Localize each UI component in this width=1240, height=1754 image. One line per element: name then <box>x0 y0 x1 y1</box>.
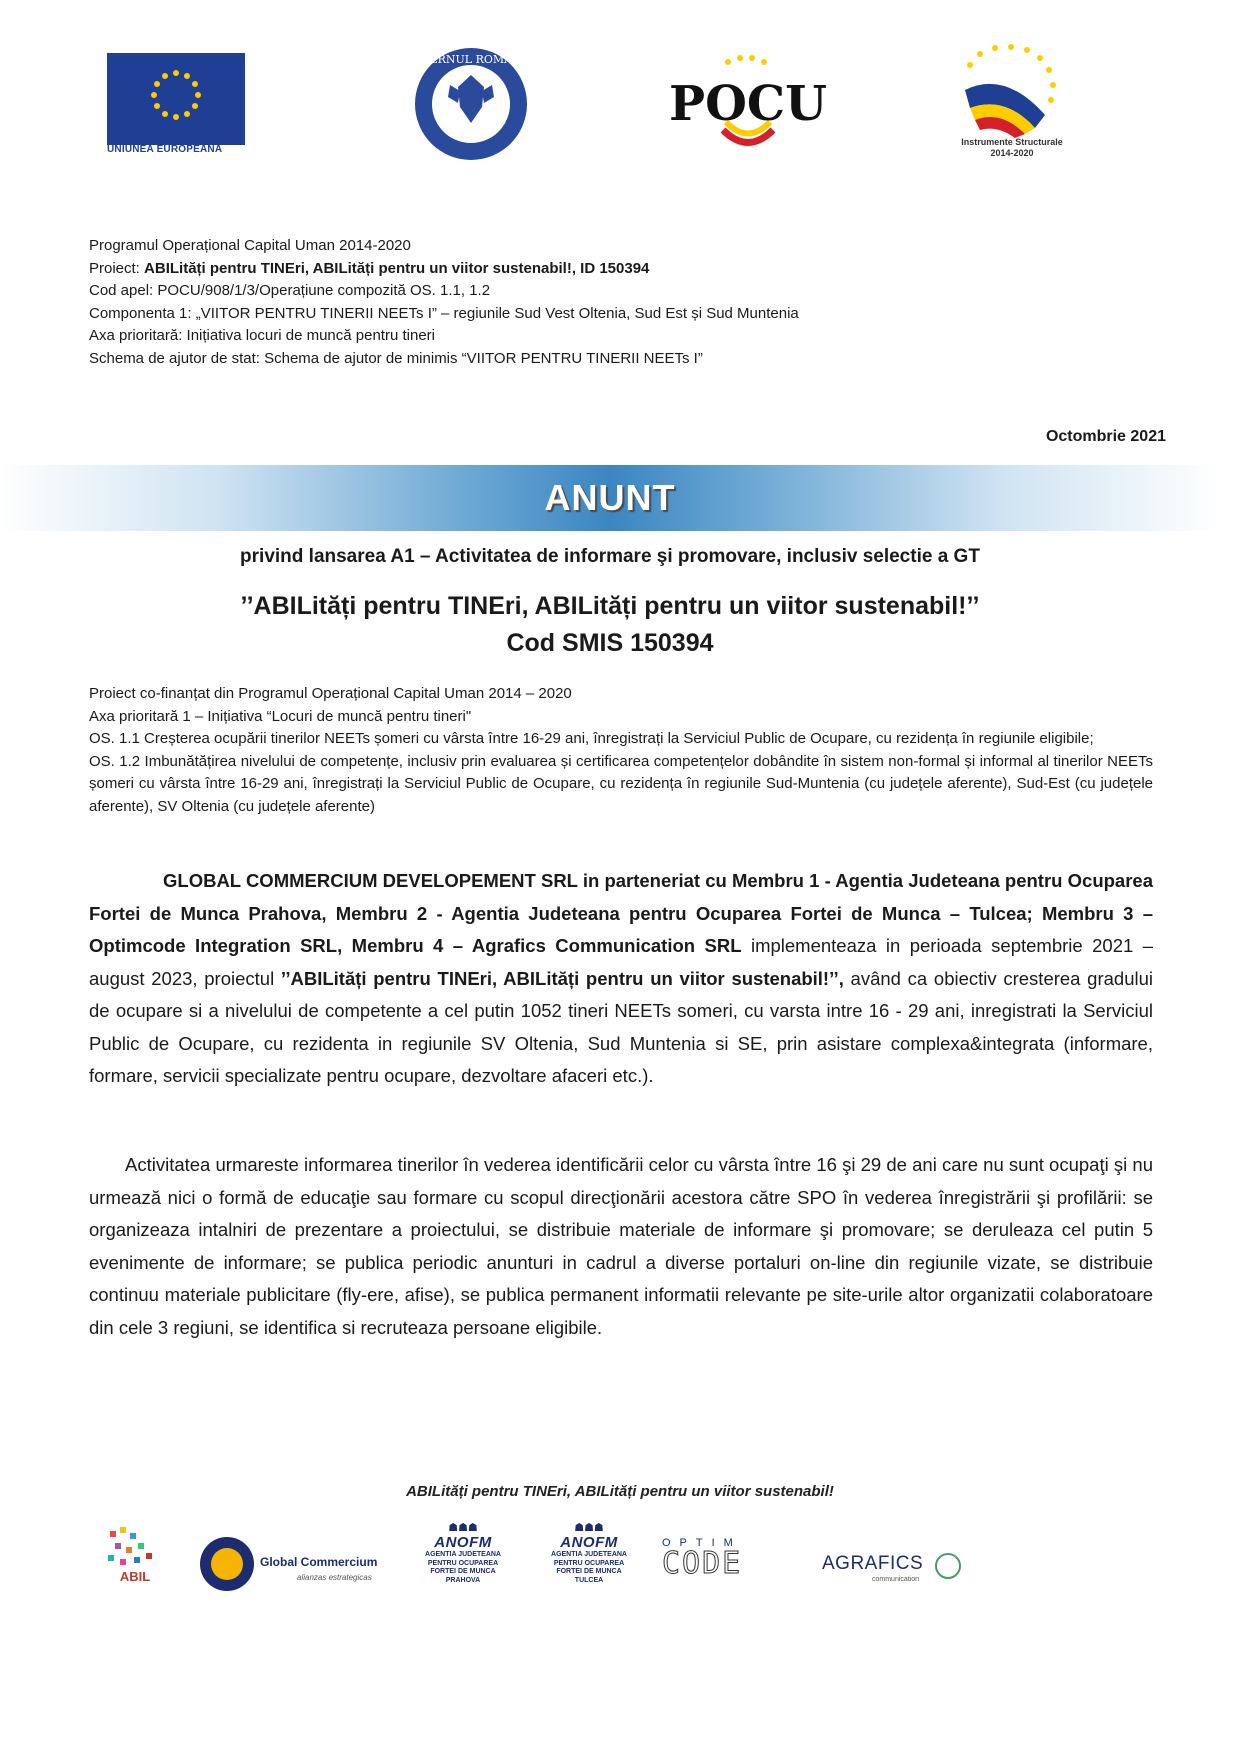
info-aid-scheme: Schema de ajutor de stat: Schema de ajutor de minimis “VIITOR PENTRU TINERII NEETs I” <box>89 349 703 367</box>
pocu-logo <box>668 50 828 155</box>
info-call-code: Cod apel: POCU/908/1/3/Operațiune compozită OS. 1.1, 1.2 <box>89 282 491 299</box>
anofm-tulcea-logo <box>544 1521 634 1585</box>
info-project-value: ABILități pentru TINEri, ABILități pentru un viitor sustenabil!, ID 150394 <box>144 259 650 277</box>
government-seal-logo <box>403 45 539 163</box>
info-project <box>89 258 799 281</box>
detail-os12: OS. 1.2 Imbunătățirea nivelului de competențe, inclusiv prin evaluarea și certificarea competențelor dobândite în sistem non-formal și informal al tinerilor NEETs șomeri cu vârsta între 16-29 ani, înregistrați la Serviciul Public de Ocupare, cu rezidența în regiunile Sud-Muntenia (cu județele aferente), Sud-Est (cu județele aferente), SV Oltenia (cu județele aferente) <box>89 752 1153 815</box>
info-program: Programul Operațional Capital Uman 2014-2020 <box>89 237 411 254</box>
paragraph2-text: Activitatea urmareste informarea tinerilor în vederea identificării celor cu vârsta între 16 şi 29 de ani care nu sunt ocupaţi şi nu urmează nici o formă de educaţie sau formare cu scopul direcţionării acestora către SPO în vederea înregistrării şi profilării: se organizeaza intalniri de prezentare a proiectului, se distribuie materiale de informare şi promovare; se deruleaza cel putin 5 evenimente de informare; se publica periodic anunturi in cadrul a diverse portaluri on-line din regiunile vizate, se distribuie continuu materiale publicitare (fly-ere, afise), se publica permanent informatii relevante pe site-urile altor organizatii colaboratoare din cele 3 regiuni, se identifica si recruteaza persoane eligibile. <box>89 1154 1153 1338</box>
global-commercium-tagline: alianzas estrategicas <box>297 1573 372 1582</box>
detail-cofinance: Proiect co-finanțat din Programul Operațional Capital Uman 2014 – 2020 <box>89 685 572 702</box>
banner-title: ANUNT <box>544 477 676 518</box>
global-commercium-name: Global Commercium <box>260 1555 378 1569</box>
agrafics-subtitle: communication <box>872 1576 920 1583</box>
agrafics-name: AGRAFICS <box>822 1553 924 1574</box>
anofm-figures-icon: ☗☗☗ <box>574 1522 604 1534</box>
document-date: Octombrie 2021 <box>1045 428 1166 445</box>
subheading-smis-code: Cod SMIS 150394 <box>506 629 714 657</box>
optimcode-code-text: CODE <box>662 1546 743 1581</box>
project-details <box>89 683 1153 818</box>
project-info <box>89 235 799 370</box>
paragraph1-text2: având ca obiectiv cresterea gradului de ocupare si a nivelului de competente a cel putin 1052 tineri NEETs someri, cu varsta intre 16 - 29 ani, inregistrati la Serviciul Public de Ocupare, cu rezidenta in regiunile SV Oltenia, Sud Muntenia si SE, prin asistare complexa&integrata (informare, formare, servicii specializate pentru ocupare, dezvoltare afaceri etc.). <box>89 967 1154 1086</box>
global-commercium-icon <box>200 1537 254 1591</box>
paragraph1-text1: implementeaza in perioada septembrie 2021 – august 2023, proiectul <box>89 935 1154 989</box>
instrumente-caption <box>937 137 1087 159</box>
paragraph1-partners: GLOBAL COMMERCIUM DEVELOPEMENT SRL in parteneriat cu Membru 1 - Agentia Judeteana pentru Ocuparea Fortei de Munca Prahova, Membru 2 - Agentia Judeteana pentru Ocuparea Fortei de Munca – Tulcea; Membru 3 – Optimcode Integration SRL, Membru 4 – Agrafics Communication SRL <box>89 870 1153 956</box>
anofm-prahova-desc: AGENTIA JUDETEANA PENTRU OCUPAREA FORTEI DE MUNCA PRAHOVA <box>425 1551 501 1584</box>
optimcode-logo <box>662 1537 792 1579</box>
info-project-label: Proiect: <box>89 259 145 277</box>
eu-flag-logo <box>107 53 245 145</box>
info-component: Componenta 1: „VIITOR PENTRU TINERII NEETs I” – regiunile Sud Vest Oltenia, Sud Est și Sud Muntenia <box>89 304 799 322</box>
detail-os11: OS. 1.1 Creșterea ocupării tinerilor NEETs șomeri cu vârsta între 16-29 ani, înregistrați la Serviciul Public de Ocupare, cu rezidența în regiunile eligibile; <box>89 730 1094 747</box>
gov-seal-text: GUVERNUL ROMÂNIEI <box>403 53 539 66</box>
instrumente-caption-line1: Instrumente Structurale <box>961 137 1063 147</box>
top-logo-bar <box>0 40 1240 170</box>
subheading-project-name: ’’ABILități pentru TINEri, ABILități pentru un viitor sustenabil!’’ <box>240 592 980 620</box>
eu-stars-icon <box>107 53 245 145</box>
footer-slogan: ABILități pentru TINEri, ABILități pentru un viitor sustenabil! <box>406 1483 834 1500</box>
pocu-text: POCU <box>669 76 827 132</box>
subheading-activity: privind lansarea A1 – Activitatea de informare şi promovare, inclusiv selectie a GT <box>240 546 980 567</box>
abil-logo-text: ABIL <box>119 1569 151 1584</box>
optimcode-top-text: OPTIM <box>662 1537 742 1549</box>
body-paragraph-2 <box>89 1149 1153 1344</box>
info-priority-axis: Axa prioritară: Inițiativa locuri de muncă pentru tineri <box>89 327 435 344</box>
anofm-tulcea-name: ANOFM <box>560 1534 618 1551</box>
detail-priority-axis: Axa prioritară 1 – Inițiativa “Locuri de muncă pentru tineri" <box>89 707 472 725</box>
abil-logo <box>100 1521 170 1611</box>
anofm-tulcea-desc: AGENTIA JUDETEANA PENTRU OCUPAREA FORTEI DE MUNCA TULCEA <box>551 1551 627 1584</box>
instrumente-caption-line2: 2014-2020 <box>990 148 1034 158</box>
anofm-prahova-name: ANOFM <box>434 1534 492 1551</box>
anofm-prahova-logo <box>418 1521 508 1585</box>
body-paragraph-1 <box>89 865 1153 1093</box>
eu-caption: UNIUNEA EUROPEANĂ <box>107 144 223 155</box>
agrafics-globe-icon <box>935 1553 961 1579</box>
anofm-figures-icon: ☗☗☗ <box>448 1522 478 1534</box>
footer-logo-bar <box>0 1515 1240 1625</box>
paragraph1-project-name: ’’ABILități pentru TINEri, ABILități pentru un viitor sustenabil!’’, <box>280 967 844 989</box>
